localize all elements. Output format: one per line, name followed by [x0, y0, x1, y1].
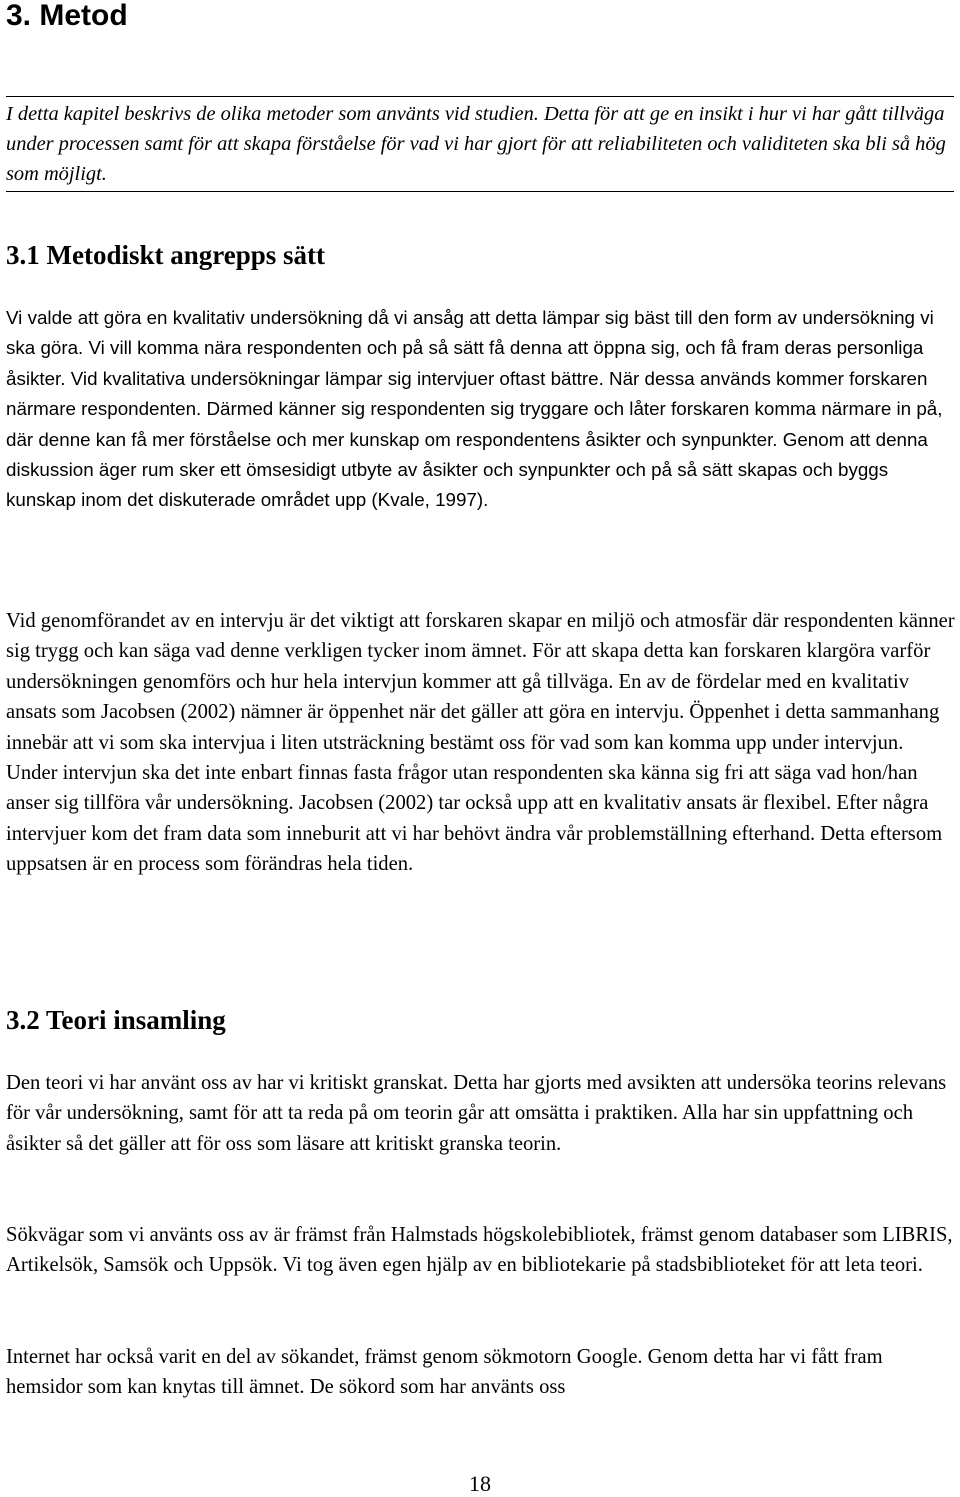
- section-3-2-paragraph-2: Sökvägar som vi använts oss av är främst från Halmstads högskolebibliotek, främst genom databaser som LIBRIS, Artikelsök, Samsök och Uppsök. Vi tog även egen hjälp av en bibliotekarie på stadsbiblioteket för att leta teori.: [6, 1224, 953, 1277]
- section-heading-3-1: 3.1 Metodiskt angrepps sätt: [6, 240, 326, 270]
- section-3-2-paragraph-3: Internet har också varit en del av sökandet, främst genom sökmotorn Google. Genom detta har vi fått fram hemsidor som kan knytas till ämnet. De sökord som har använts oss: [6, 1346, 883, 1399]
- chapter-heading: 3. Metod: [6, 0, 128, 32]
- section-heading-3-2: 3.2 Teori insamling: [6, 1005, 226, 1035]
- section-3-1-paragraph-1: Vi valde att göra en kvalitativ undersökning då vi ansåg att detta lämpar sig bäst till den form av undersökning vi ska göra. Vi vill komma nära respondenten och på så sätt få denna att öppna sig, och få fram deras personliga åsikter. Vid kvalitativa undersökningar lämpar sig intervjuer oftast bättre. När dessa används kommer forskaren närmare respondenten. Därmed känner sig respondenten sig tryggare och låter forskaren komma närmare in på, där denne kan få mer förståelse och mer kunskap om respondentens åsikter och synpunkter. Genom att denna diskussion äger rum sker ett ömsesidigt utbyte av åsikter och synpunkter och på så sätt skapas och byggs kunskap inom det diskuterade området upp (Kvale, 1997).: [6, 307, 943, 511]
- chapter-intro: I detta kapitel beskrivs de olika metoder som använts vid studien. Detta för att ge en insikt i hur vi har gått tillväga under processen samt för att skapa förståelse för vad vi har gjort för att reliabiliteten och validiteten ska bli så hög som möjligt.: [6, 96, 954, 192]
- page-number: 18: [469, 1471, 491, 1496]
- section-3-2-paragraph-1: Den teori vi har använt oss av har vi kritiskt granskat. Detta har gjorts med avsikten att undersöka teorins relevans för vår undersökning, samt för att ta reda på om teorin går att omsätta i praktiken. Alla har sin uppfattning och åsikter så det gäller att för oss som läsare att kritiskt granska teorin.: [6, 1072, 947, 1155]
- section-3-1-paragraph-2: Vid genomförandet av en intervju är det viktigt att forskaren skapar en miljö och atmosfär där respondenten känner sig trygg och kan säga vad denne verkligen tycker inom ämnet. För att skapa detta kan forskaren klargöra varför undersökningen genomförs och hur hela intervjun kommer att gå tillväga. En av de fördelar med en kvalitativ ansats som Jacobsen (2002) nämner är öppenhet när det gäller att göra en intervju. Öppenhet i detta sammanhang innebär att vi som ska intervjua i liten utsträckning bestämt oss för vad som kan komma upp under intervjun. Under intervjun ska det inte enbart finnas fasta frågor utan respondenten ska känna sig fri att säga vad hon/han anser sig tillföra vår undersökning. Jacobsen (2002) tar också upp att en kvalitativ ansats är flexibel. Efter några intervjuer kom det fram data som inneburit att vi har behövt ändra vår problemställning efterhand. Detta eftersom uppsatsen är en process som förändras hela tiden.: [6, 610, 955, 876]
